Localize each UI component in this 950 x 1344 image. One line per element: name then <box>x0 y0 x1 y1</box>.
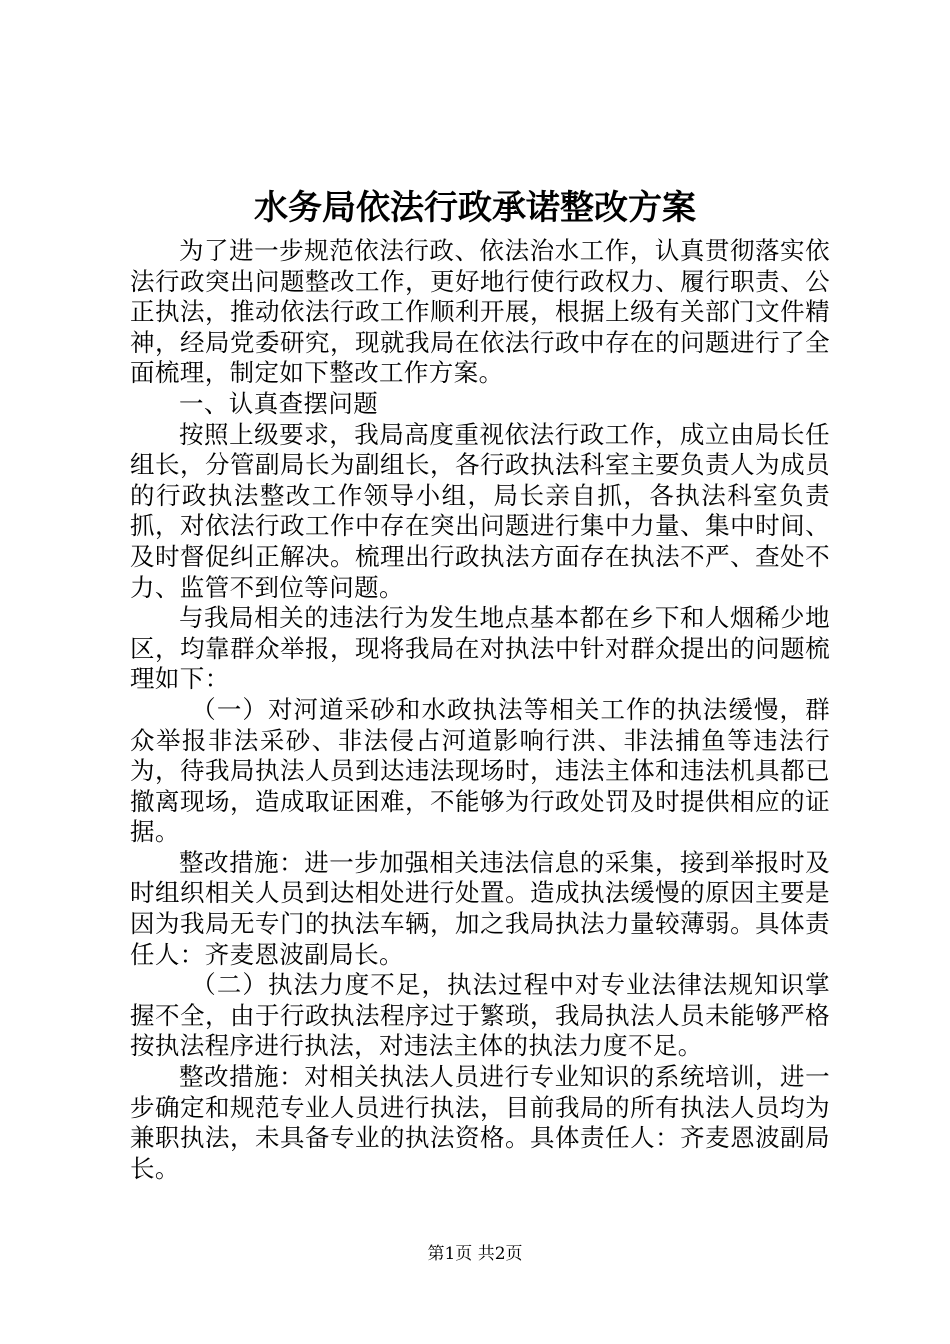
document-body <box>130 236 830 1184</box>
issue-item-2: （二）执法力度不足，执法过程中对专业法律法规知识掌握不全，由于行政执法程序过于繁琐，我局执法人员未能够严格按执法程序进行执法，对违法主体的执法力度不足。 <box>130 970 830 1061</box>
page-number-footer: 第1页 共2页 <box>427 1244 523 1264</box>
body-paragraph: 按照上级要求，我局高度重视依法行政工作，成立由局长任组长，分管副局长为副组长，各行政执法科室主要负责人为成员的行政执法整改工作领导小组，局长亲自抓，各执法科室负责抓，对依法行政工作中存在突出问题进行集中力量、集中时间、及时督促纠正解决。梳理出行政执法方面存在执法不严、查处不力、监管不到位等问题。 <box>130 419 830 602</box>
rectification-measure-2: 整改措施：对相关执法人员进行专业知识的系统培训，进一步确定和规范专业人员进行执法，目前我局的所有执法人员均为兼职执法，未具备专业的执法资格。具体责任人：齐麦恩波副局长。 <box>130 1062 830 1183</box>
body-paragraph: 与我局相关的违法行为发生地点基本都在乡下和人烟稀少地区，均靠群众举报，现将我局在对执法中针对群众提出的问题梳理如下： <box>130 603 830 694</box>
section-heading: 一、认真查摆问题 <box>179 388 379 418</box>
document-title: 水务局依法行政承诺整改方案 <box>254 188 696 228</box>
issue-item-1: （一）对河道采砂和水政执法等相关工作的执法缓慢，群众举报非法采砂、非法侵占河道影响行洪、非法捕鱼等违法行为，待我局执法人员到达违法现场时，违法主体和违法机具都已撤离现场，造成取证困难，不能够为行政处罚及时提供相应的证据。 <box>130 694 830 847</box>
intro-paragraph: 为了进一步规范依法行政、依法治水工作，认真贯彻落实依法行政突出问题整改工作，更好地行使行政权力、履行职责、公正执法，推动依法行政工作顺利开展，根据上级有关部门文件精神，经局党委研究，现就我局在依法行政中存在的问题进行了全面梳理，制定如下整改工作方案。 <box>130 236 830 388</box>
rectification-measure-1: 整改措施：进一步加强相关违法信息的采集，接到举报时及时组织相关人员到达相处进行处置。造成执法缓慢的原因主要是因为我局无专门的执法车辆，加之我局执法力量较薄弱。具体责任人：齐麦恩波副局长。 <box>130 847 830 969</box>
